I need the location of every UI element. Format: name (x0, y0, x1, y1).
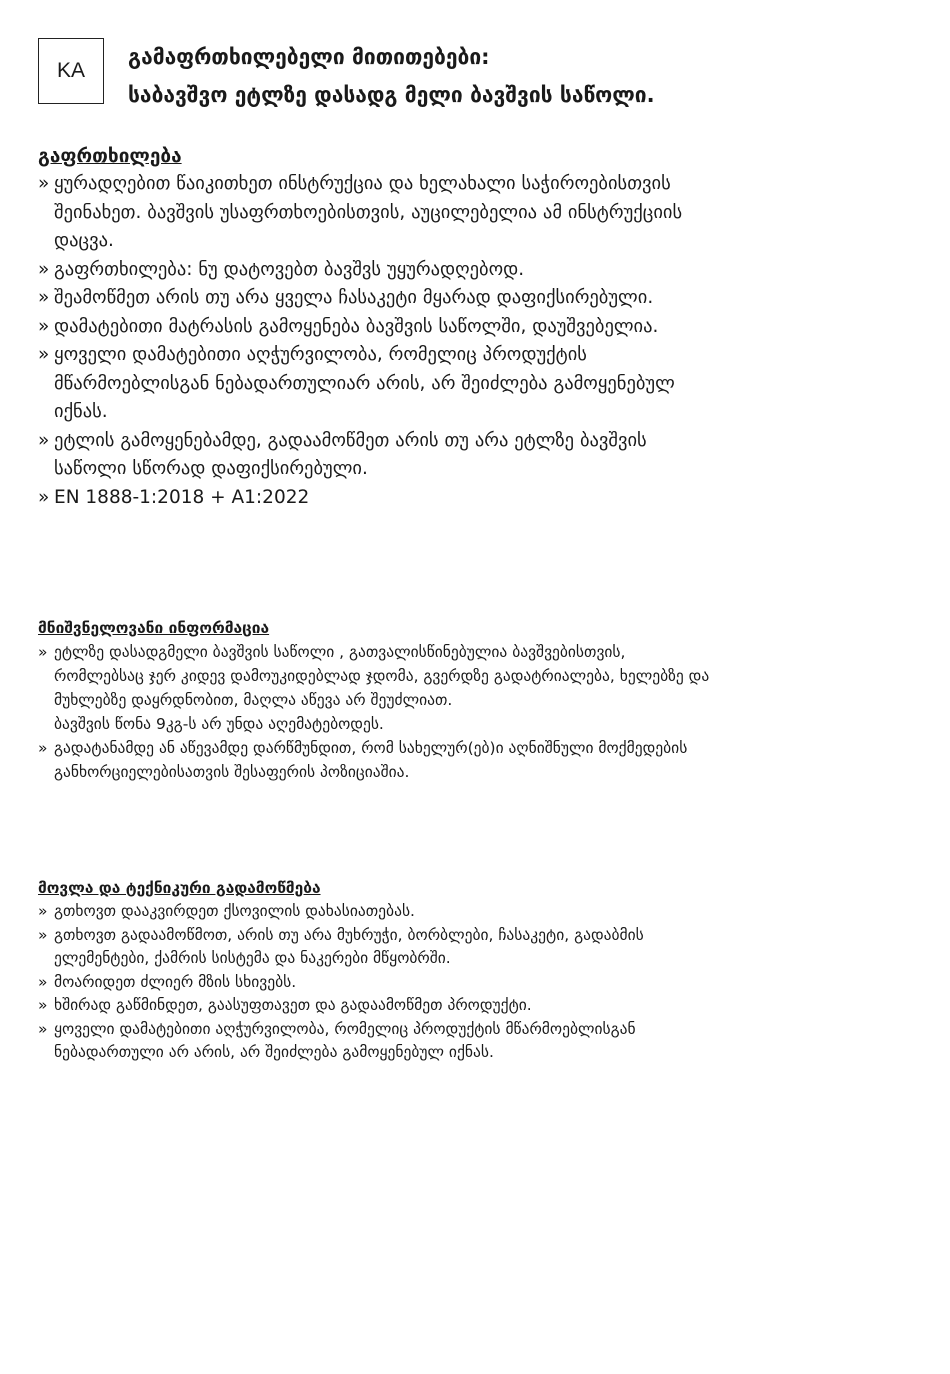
bullet-glyph: » (38, 972, 48, 991)
list-item-line: EN 1888-1:2018 + A1:2022 (54, 486, 310, 508)
list-item-line: გადატანამდე ან აწევამდე დარწმუნდით, რომ სახელურ(ებ)ი აღნიშნული მოქმედების (54, 739, 688, 757)
list-item (38, 1018, 918, 1065)
care-heading: მოვლა და ტექნიკური გადამოწმება (38, 879, 321, 897)
important-info-section (38, 616, 918, 784)
list-item-line: რომლებსაც ჯერ კიდევ დამოუკიდებლად ჯდომა, გვერდზე გადატრიალება, ხელებზე და (54, 667, 710, 685)
important-info-list (38, 640, 918, 784)
list-item-line: მწარმოებლისგან ნებადართულიარ არის, არ შეიძლება გამოყენებულ (54, 372, 675, 394)
list-item (38, 994, 918, 1018)
list-item (38, 427, 918, 484)
list-item-line: ყოველი დამატებითი აღჭურვილობა, რომელიც პროდუქტის (54, 344, 587, 365)
list-item (38, 341, 918, 427)
list-item (38, 313, 918, 342)
list-item-line: შეინახეთ. ბავშვის უსაფრთხოებისთვის, აუცილებელია ამ ინსტრუქციის (54, 201, 683, 223)
bullet-glyph: » (38, 315, 50, 337)
list-item-line: ყურადღებით წაიკითხეთ ინსტრუქცია და ხელახალი საჭიროებისთვის (54, 173, 671, 194)
list-item-line: ბავშვის წონა 9კგ-ს არ უნდა აღემატებოდეს. (54, 715, 384, 733)
list-item-line: შეამოწმეთ არის თუ არა ყველა ჩასაკეტი მყარად დაფიქსირებული. (54, 287, 654, 308)
list-item-line: ეტლის გამოყენებამდე, გადაამოწმეთ არის თუ არა ეტლზე ბავშვის (54, 429, 647, 451)
bullet-glyph: » (38, 643, 48, 661)
title-line-1: გამაფრთხილებელი მითითებები: (128, 45, 490, 69)
warning-list (38, 170, 918, 512)
bullet-glyph: » (38, 902, 48, 920)
list-item-line: ეტლზე დასადგმელი ბავშვის საწოლი , გათვალისწინებულია ბავშვებისთვის, (54, 643, 626, 661)
bullet-glyph: » (38, 258, 50, 280)
list-item (38, 900, 918, 924)
list-item (38, 640, 918, 736)
list-item-line: ხშირად გაწმინდეთ, გაასუფთავეთ და გადაამოწმეთ პროდუქტი. (54, 996, 532, 1014)
list-item (38, 284, 918, 313)
warning-heading: გაფრთხილება (38, 145, 182, 167)
list-item-line: დაცვა. (54, 230, 114, 251)
bullet-glyph: » (38, 739, 48, 757)
list-item-line: მუხლებზე დაყრდნობით, მაღლა აწევა არ შეუძლიათ. (54, 691, 453, 709)
list-item-line: საწოლი სწორად დაფიქსირებული. (54, 458, 368, 479)
warning-section (38, 142, 918, 512)
list-item (38, 256, 918, 285)
page-title (128, 38, 908, 114)
list-item-line: გთხოვთ გადაამოწმოთ, არის თუ არა მუხრუჭი, ბორბლები, ჩასაკეტი, გადაბმის (54, 925, 644, 944)
list-item-line: გაფრთხილება: ნუ დატოვებთ ბავშვს უყურადღებოდ. (54, 258, 525, 280)
bullet-glyph: » (38, 925, 48, 944)
list-item-line: დამატებითი მატრასის გამოყენება ბავშვის საწოლში, დაუშვებელია. (54, 315, 659, 337)
important-info-heading: მნიშვნელოვანი ინფორმაცია (38, 619, 270, 637)
bullet-glyph: » (38, 287, 50, 308)
list-item-line: იქნას. (54, 401, 108, 422)
list-item (38, 736, 918, 784)
list-item-line: განხორციელებისათვის შესაფერის პოზიციაშია. (54, 763, 410, 781)
bullet-glyph: » (38, 344, 50, 365)
bullet-glyph: » (38, 173, 50, 194)
list-item-line: ყოველი დამატებითი აღჭურვილობა, რომელიც პროდუქტის მწარმოებლისგან (54, 1019, 636, 1038)
list-item-line: მოარიდეთ ძლიერ მზის სხივებს. (54, 972, 297, 991)
care-section (38, 876, 918, 1065)
list-item (38, 971, 918, 995)
bullet-glyph: » (38, 486, 50, 508)
care-list (38, 900, 918, 1065)
list-item-line: ელემენტები, ქამრის სისტემა და ნაკერები მწყობრში. (54, 949, 451, 967)
bullet-glyph: » (38, 996, 48, 1014)
bullet-glyph: » (38, 1019, 48, 1038)
bullet-glyph: » (38, 429, 50, 451)
list-item-line: გთხოვთ დააკვირდეთ ქსოვილის დახასიათებას. (54, 902, 415, 920)
list-item-line: ნებადართული არ არის, არ შეიძლება გამოყენებულ იქნას. (54, 1043, 494, 1061)
list-item (38, 484, 918, 513)
list-item (38, 170, 918, 256)
list-item (38, 924, 918, 971)
language-code-badge: KA (38, 38, 104, 104)
title-line-2: საბავშვო ეტლზე დასადგ მელი ბავშვის საწოლი. (128, 83, 655, 107)
